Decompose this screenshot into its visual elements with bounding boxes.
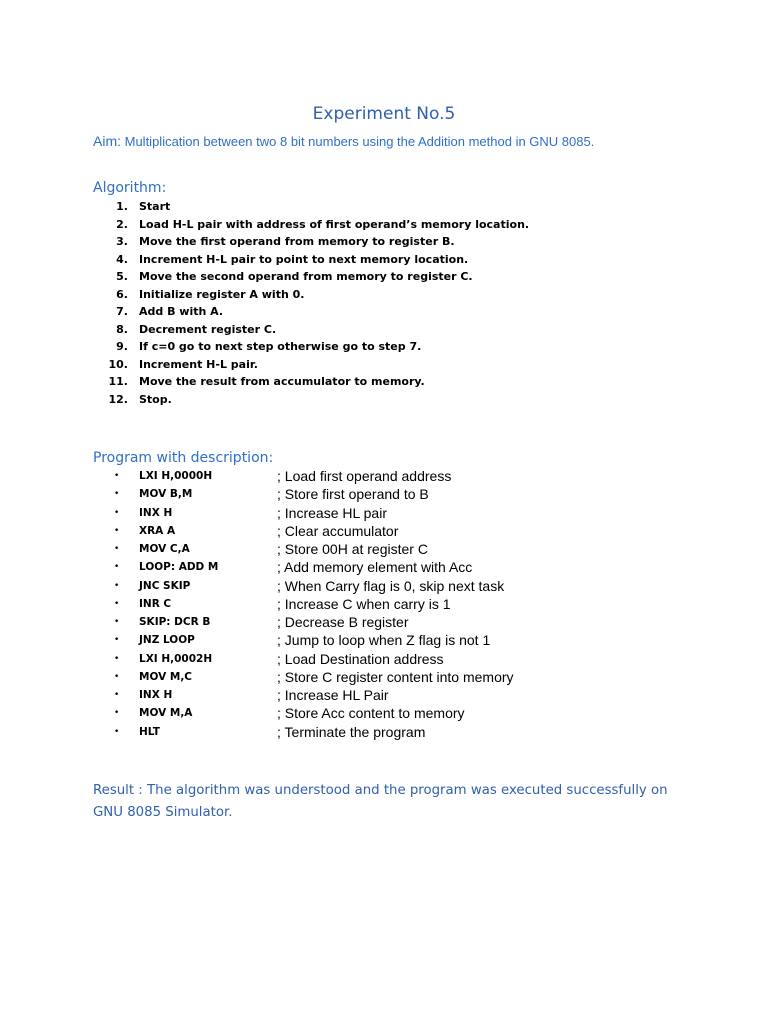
step-text: Start — [139, 200, 171, 213]
step-number: 8. — [116, 322, 128, 336]
step-number: 5. — [116, 270, 128, 284]
instruction-code: LXI H,0000H — [139, 470, 213, 482]
step-text: Initialize register A with 0. — [139, 287, 305, 301]
instruction-comment: ; Load first operand address — [277, 468, 452, 484]
instruction-comment: ; When Carry flag is 0, skip next task — [277, 577, 505, 594]
bullet-icon: • — [114, 580, 120, 591]
step-text: Move the second operand from memory to register C. — [139, 270, 473, 284]
instruction-code: HLT — [139, 725, 160, 738]
bullet-icon: • — [114, 690, 120, 700]
page-title: Experiment No.5 — [312, 104, 456, 124]
bullet-icon: • — [114, 617, 120, 627]
instruction-code: JNZ LOOP — [139, 634, 195, 647]
instruction-comment: ; Increase HL pair — [277, 504, 387, 521]
instruction-comment: ; Store 00H at register C — [277, 541, 428, 557]
instruction-code: MOV C,A — [139, 543, 190, 555]
step-text: Increment H-L pair to point to next memory location. — [139, 252, 469, 266]
aim-label: Aim: — [93, 133, 121, 149]
instruction-code: MOV M,A — [139, 707, 193, 720]
step-number: 1. — [116, 200, 128, 213]
step-text: Move the result from accumulator to memory. — [139, 375, 425, 389]
instruction-comment: ; Jump to loop when Z flag is not 1 — [277, 632, 491, 649]
bullet-icon: • — [114, 726, 120, 737]
bullet-icon: • — [114, 635, 120, 646]
result-paragraph — [93, 780, 693, 824]
instruction-comment: ; Store Acc content to memory — [277, 705, 465, 722]
bullet-icon: • — [114, 544, 120, 554]
bullet-icon: • — [114, 507, 120, 518]
step-number: 7. — [116, 305, 128, 319]
instruction-comment: ; Clear accumulator — [277, 522, 399, 539]
instruction-code: INX H — [139, 689, 173, 701]
step-text: Stop. — [139, 393, 172, 407]
aim-text: Multiplication between two 8 bit numbers using the Addition method in GNU 8085. — [124, 134, 595, 149]
instruction-comment: ; Increase C when carry is 1 — [277, 595, 451, 612]
step-text: If c=0 go to next step otherwise go to step 7. — [139, 340, 422, 354]
result-line-1: Result : The algorithm was understood and the program was executed successfully on — [93, 783, 668, 798]
instruction-code: XRA A — [139, 524, 176, 537]
instruction-comment: ; Decrease B register — [277, 614, 409, 630]
instruction-code: SKIP: DCR B — [139, 616, 211, 628]
step-text: Increment H-L pair. — [139, 357, 258, 371]
instruction-comment: ; Increase HL Pair — [277, 687, 389, 703]
bullet-icon: • — [114, 489, 120, 500]
instruction-code: MOV B,M — [139, 488, 193, 501]
instruction-comment: ; Store first operand to B — [277, 486, 429, 503]
bullet-icon: • — [114, 471, 120, 481]
step-text: Decrement register C. — [139, 322, 277, 336]
instruction-code: INR C — [139, 597, 172, 610]
bullet-icon: • — [114, 653, 120, 664]
instruction-comment: ; Load Destination address — [277, 650, 444, 667]
instruction-comment: ; Terminate the program — [277, 723, 426, 740]
bullet-icon: • — [114, 562, 120, 573]
bullet-icon: • — [114, 671, 120, 682]
step-number: 11. — [108, 375, 128, 389]
instruction-code: MOV M,C — [139, 670, 193, 683]
instruction-comment: ; Store C register content into memory — [277, 668, 514, 685]
step-number: 9. — [116, 340, 128, 354]
instruction-code: INX H — [139, 506, 173, 519]
step-number: 3. — [116, 235, 128, 249]
bullet-icon: • — [114, 598, 120, 609]
program-heading: Program with description: — [93, 450, 274, 466]
result-line-2: GNU 8085 Simulator. — [93, 805, 233, 820]
step-text: Add B with A. — [139, 305, 224, 319]
instruction-code: LXI H,0002H — [139, 652, 213, 665]
instruction-comment: ; Add memory element with Acc — [277, 559, 473, 576]
step-number: 6. — [116, 287, 128, 301]
step-number: 12. — [108, 393, 128, 407]
step-number: 10. — [108, 357, 128, 371]
step-text: Move the first operand from memory to register B. — [139, 235, 455, 249]
instruction-code: LOOP: ADD M — [139, 561, 219, 574]
algorithm-heading: Algorithm: — [93, 180, 167, 196]
bullet-icon: • — [114, 525, 120, 536]
step-number: 4. — [116, 252, 128, 266]
step-number: 2. — [116, 217, 128, 231]
instruction-code: JNC SKIP — [139, 579, 191, 592]
step-text: Load H-L pair with address of first operand’s memory location. — [139, 217, 530, 231]
bullet-icon: • — [114, 708, 120, 719]
aim-line — [93, 132, 594, 151]
